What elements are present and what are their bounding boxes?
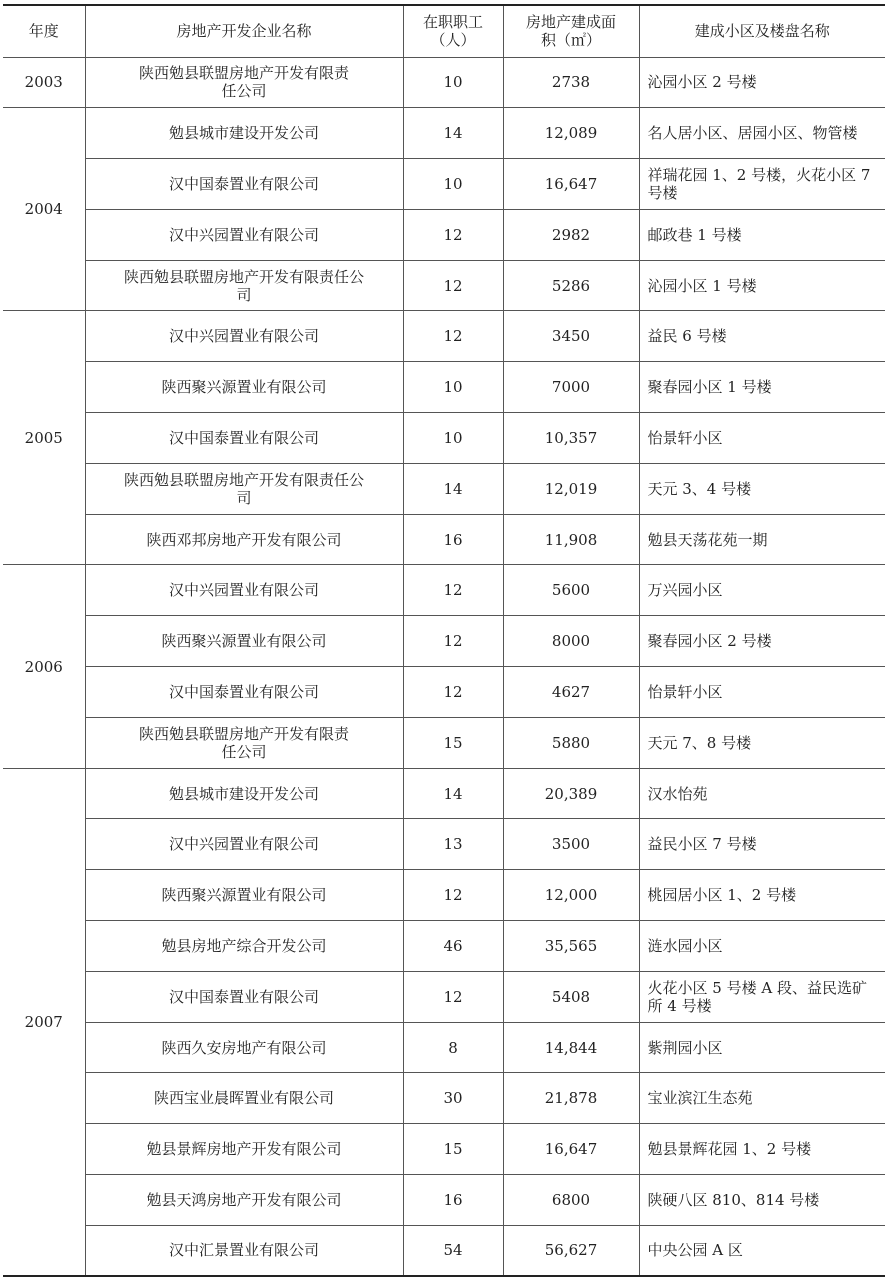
company-cell (85, 921, 403, 972)
area-cell: 2738 (503, 57, 639, 108)
project-cell: 宝业滨江生态苑 (639, 1073, 885, 1124)
company-name: 汉中兴园置业有限公司 (168, 327, 319, 346)
table-row (3, 717, 885, 768)
area-cell: 5600 (503, 565, 639, 616)
header-row (3, 5, 885, 57)
area-cell: 2982 (503, 209, 639, 260)
staff-cell: 54 (403, 1225, 503, 1276)
real-estate-table (3, 4, 885, 1277)
year-cell: 2005 (3, 311, 85, 565)
project-cell: 中央公园 A 区 (639, 1225, 885, 1276)
header-project: 建成小区及楼盘名称 (639, 5, 885, 57)
header-company: 房地产开发企业名称 (85, 5, 403, 57)
company-name: 陕西勉县联盟房地产开发有限责任公司 (123, 470, 364, 507)
company-name: 陕西勉县联盟房地产开发有限责任公司 (123, 267, 364, 304)
company-name: 汉中兴园置业有限公司 (168, 581, 319, 600)
company-cell (85, 311, 403, 362)
company-cell (85, 413, 403, 464)
area-cell: 5880 (503, 717, 639, 768)
area-cell: 10,357 (503, 413, 639, 464)
table-row (3, 921, 885, 972)
table-row (3, 616, 885, 667)
staff-cell: 12 (403, 311, 503, 362)
area-cell: 8000 (503, 616, 639, 667)
company-name: 勉县天鸿房地产开发有限公司 (146, 1190, 342, 1209)
company-name: 汉中兴园置业有限公司 (168, 225, 319, 244)
area-cell: 16,647 (503, 1124, 639, 1175)
company-cell (85, 362, 403, 413)
project-cell: 汉水怡苑 (639, 768, 885, 819)
staff-cell: 13 (403, 819, 503, 870)
area-cell: 5286 (503, 260, 639, 311)
staff-cell: 16 (403, 514, 503, 565)
area-cell: 20,389 (503, 768, 639, 819)
area-cell: 35,565 (503, 921, 639, 972)
year-cell: 2004 (3, 108, 85, 311)
staff-cell: 10 (403, 413, 503, 464)
project-cell: 沁园小区 1 号楼 (639, 260, 885, 311)
project-cell: 火花小区 5 号楼 A 段、益民选矿所 4 号楼 (639, 971, 885, 1022)
company-cell (85, 514, 403, 565)
project-cell: 益民小区 7 号楼 (639, 819, 885, 870)
table-row (3, 1022, 885, 1073)
company-name: 陕西邓邦房地产开发有限公司 (146, 530, 342, 549)
company-cell (85, 1022, 403, 1073)
table-body (3, 57, 885, 1276)
header-year: 年度 (3, 5, 85, 57)
area-cell: 11,908 (503, 514, 639, 565)
staff-cell: 14 (403, 463, 503, 514)
project-cell: 聚春园小区 1 号楼 (639, 362, 885, 413)
project-cell: 益民 6 号楼 (639, 311, 885, 362)
area-cell: 12,000 (503, 870, 639, 921)
company-name: 陕西宝业晨晖置业有限公司 (153, 1089, 334, 1108)
area-cell: 4627 (503, 667, 639, 718)
company-cell (85, 870, 403, 921)
area-cell: 12,089 (503, 108, 639, 159)
company-cell (85, 463, 403, 514)
staff-cell: 12 (403, 209, 503, 260)
table-row (3, 209, 885, 260)
company-name: 勉县房地产综合开发公司 (161, 936, 327, 955)
company-cell (85, 57, 403, 108)
company-name: 陕西勉县联盟房地产开发有限责任公司 (139, 64, 350, 101)
area-cell: 16,647 (503, 159, 639, 210)
table-row (3, 108, 885, 159)
table-row (3, 362, 885, 413)
project-cell: 桃园居小区 1、2 号楼 (639, 870, 885, 921)
company-cell (85, 971, 403, 1022)
company-cell (85, 565, 403, 616)
staff-cell: 10 (403, 57, 503, 108)
area-cell: 14,844 (503, 1022, 639, 1073)
company-cell (85, 667, 403, 718)
area-cell: 12,019 (503, 463, 639, 514)
table-row (3, 768, 885, 819)
header-staff: 在职职工（人） (403, 5, 503, 57)
project-cell: 天元 7、8 号楼 (639, 717, 885, 768)
company-name: 勉县景辉房地产开发有限公司 (146, 1140, 342, 1159)
table-row (3, 1124, 885, 1175)
company-name: 汉中国泰置业有限公司 (168, 987, 319, 1006)
staff-cell: 12 (403, 260, 503, 311)
project-cell: 紫荆园小区 (639, 1022, 885, 1073)
year-cell: 2007 (3, 768, 85, 1276)
company-name: 陕西聚兴源置业有限公司 (161, 886, 327, 905)
area-cell: 5408 (503, 971, 639, 1022)
company-cell (85, 1175, 403, 1226)
company-cell (85, 819, 403, 870)
area-cell: 3500 (503, 819, 639, 870)
company-cell (85, 260, 403, 311)
company-name: 陕西聚兴源置业有限公司 (161, 378, 327, 397)
company-cell (85, 717, 403, 768)
area-cell: 3450 (503, 311, 639, 362)
project-cell: 怡景轩小区 (639, 667, 885, 718)
table-row (3, 260, 885, 311)
staff-cell: 14 (403, 108, 503, 159)
staff-cell: 10 (403, 159, 503, 210)
table-row (3, 159, 885, 210)
area-cell: 7000 (503, 362, 639, 413)
year-cell: 2003 (3, 57, 85, 108)
staff-cell: 12 (403, 667, 503, 718)
project-cell: 涟水园小区 (639, 921, 885, 972)
table-row (3, 514, 885, 565)
company-cell (85, 1225, 403, 1276)
project-cell: 勉县景辉花园 1、2 号楼 (639, 1124, 885, 1175)
company-cell (85, 768, 403, 819)
company-name: 汉中国泰置业有限公司 (168, 174, 319, 193)
company-cell (85, 108, 403, 159)
project-cell: 祥瑞花园 1、2 号楼，火花小区 7 号楼 (639, 159, 885, 210)
company-name: 汉中国泰置业有限公司 (168, 428, 319, 447)
project-cell: 天元 3、4 号楼 (639, 463, 885, 514)
company-name: 汉中兴园置业有限公司 (168, 835, 319, 854)
company-cell (85, 1073, 403, 1124)
staff-cell: 30 (403, 1073, 503, 1124)
project-cell: 邮政巷 1 号楼 (639, 209, 885, 260)
company-name: 汉中国泰置业有限公司 (168, 682, 319, 701)
table-row (3, 413, 885, 464)
staff-cell: 10 (403, 362, 503, 413)
project-cell: 怡景轩小区 (639, 413, 885, 464)
table-row (3, 819, 885, 870)
company-name: 汉中汇景置业有限公司 (168, 1241, 319, 1260)
project-cell: 陕硬八区 810、814 号楼 (639, 1175, 885, 1226)
year-cell: 2006 (3, 565, 85, 768)
staff-cell: 12 (403, 870, 503, 921)
table-row (3, 311, 885, 362)
table-row (3, 1073, 885, 1124)
area-cell: 56,627 (503, 1225, 639, 1276)
area-cell: 21,878 (503, 1073, 639, 1124)
table-row (3, 463, 885, 514)
staff-cell: 15 (403, 1124, 503, 1175)
company-name: 勉县城市建设开发公司 (168, 784, 319, 803)
company-name: 勉县城市建设开发公司 (168, 124, 319, 143)
project-cell: 勉县天荡花苑一期 (639, 514, 885, 565)
project-cell: 名人居小区、居园小区、物管楼 (639, 108, 885, 159)
table-row (3, 971, 885, 1022)
staff-cell: 12 (403, 971, 503, 1022)
table-row (3, 1225, 885, 1276)
table-row (3, 57, 885, 108)
header-area: 房地产建成面积（㎡） (503, 5, 639, 57)
project-cell: 沁园小区 2 号楼 (639, 57, 885, 108)
area-cell: 6800 (503, 1175, 639, 1226)
staff-cell: 15 (403, 717, 503, 768)
company-cell (85, 1124, 403, 1175)
staff-cell: 8 (403, 1022, 503, 1073)
company-cell (85, 209, 403, 260)
project-cell: 万兴园小区 (639, 565, 885, 616)
table-row (3, 870, 885, 921)
staff-cell: 16 (403, 1175, 503, 1226)
table-row (3, 667, 885, 718)
table-row (3, 565, 885, 616)
company-name: 陕西聚兴源置业有限公司 (161, 632, 327, 651)
company-cell (85, 616, 403, 667)
project-cell: 聚春园小区 2 号楼 (639, 616, 885, 667)
company-cell (85, 159, 403, 210)
staff-cell: 14 (403, 768, 503, 819)
staff-cell: 12 (403, 616, 503, 667)
staff-cell: 12 (403, 565, 503, 616)
table-row (3, 1175, 885, 1226)
company-name: 陕西勉县联盟房地产开发有限责任公司 (139, 724, 350, 761)
company-name: 陕西久安房地产有限公司 (161, 1038, 327, 1057)
staff-cell: 46 (403, 921, 503, 972)
